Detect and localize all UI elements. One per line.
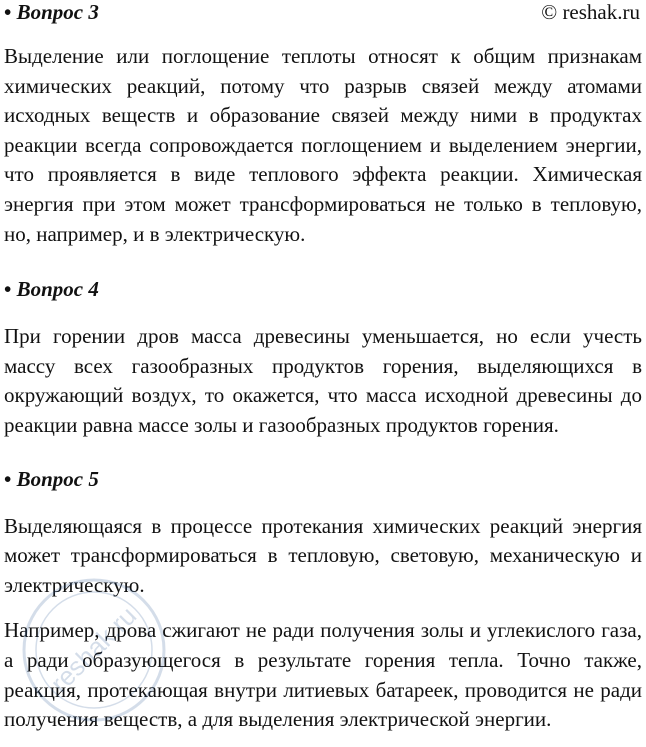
question-3-title: Вопрос 3 [16, 0, 99, 24]
header-row [4, 0, 642, 28]
question-5-title: Вопрос 5 [16, 466, 99, 491]
bullet: • [4, 277, 12, 302]
watermark-text: reshak.ru [44, 600, 143, 699]
bullet: • [4, 466, 12, 491]
question-4-answer: При горении дров масса древесины уменьшается, но если учесть массу всех газообразных продуктов горения, выделяющихся в окружающий воздух, то окажется, что масса исходной древесины до реакции равна массе золы и газообразных продуктов горения. [4, 324, 642, 437]
question-5-answer-part-2: Например, дрова сжигают не ради получения золы и углекислого газа, а ради образующегося в результате горения тепла. Точно также, реакция, протекающая внутри литиевых батареек, проводится не ради получения веществ, а для выделения электрической энергии. [4, 618, 642, 732]
copyright-label: © reshak.ru [541, 0, 640, 24]
question-5-answer-part-1: Выделяющаяся в процессе протекания химических реакций энергия может трансформироваться в тепловую, световую, механическую и электрическую. [4, 513, 642, 597]
bullet: • [4, 0, 12, 24]
question-4-title: Вопрос 4 [16, 277, 99, 302]
question-5-heading [4, 467, 642, 491]
question-4-heading [4, 277, 642, 301]
question-3-answer: Выделение или поглощение теплоты относят к общим признакам химических реакций, потому что разрыв связей между атомами исходных веществ и образование связей между ними в продуктах реакции всегда сопровождается поглощением и выделением энергии, что проявляется в виде теплового эффекта реакции. Химическая энергия при этом может трансформироваться не только в тепловую, но, например, и в электрическую. [4, 44, 642, 246]
